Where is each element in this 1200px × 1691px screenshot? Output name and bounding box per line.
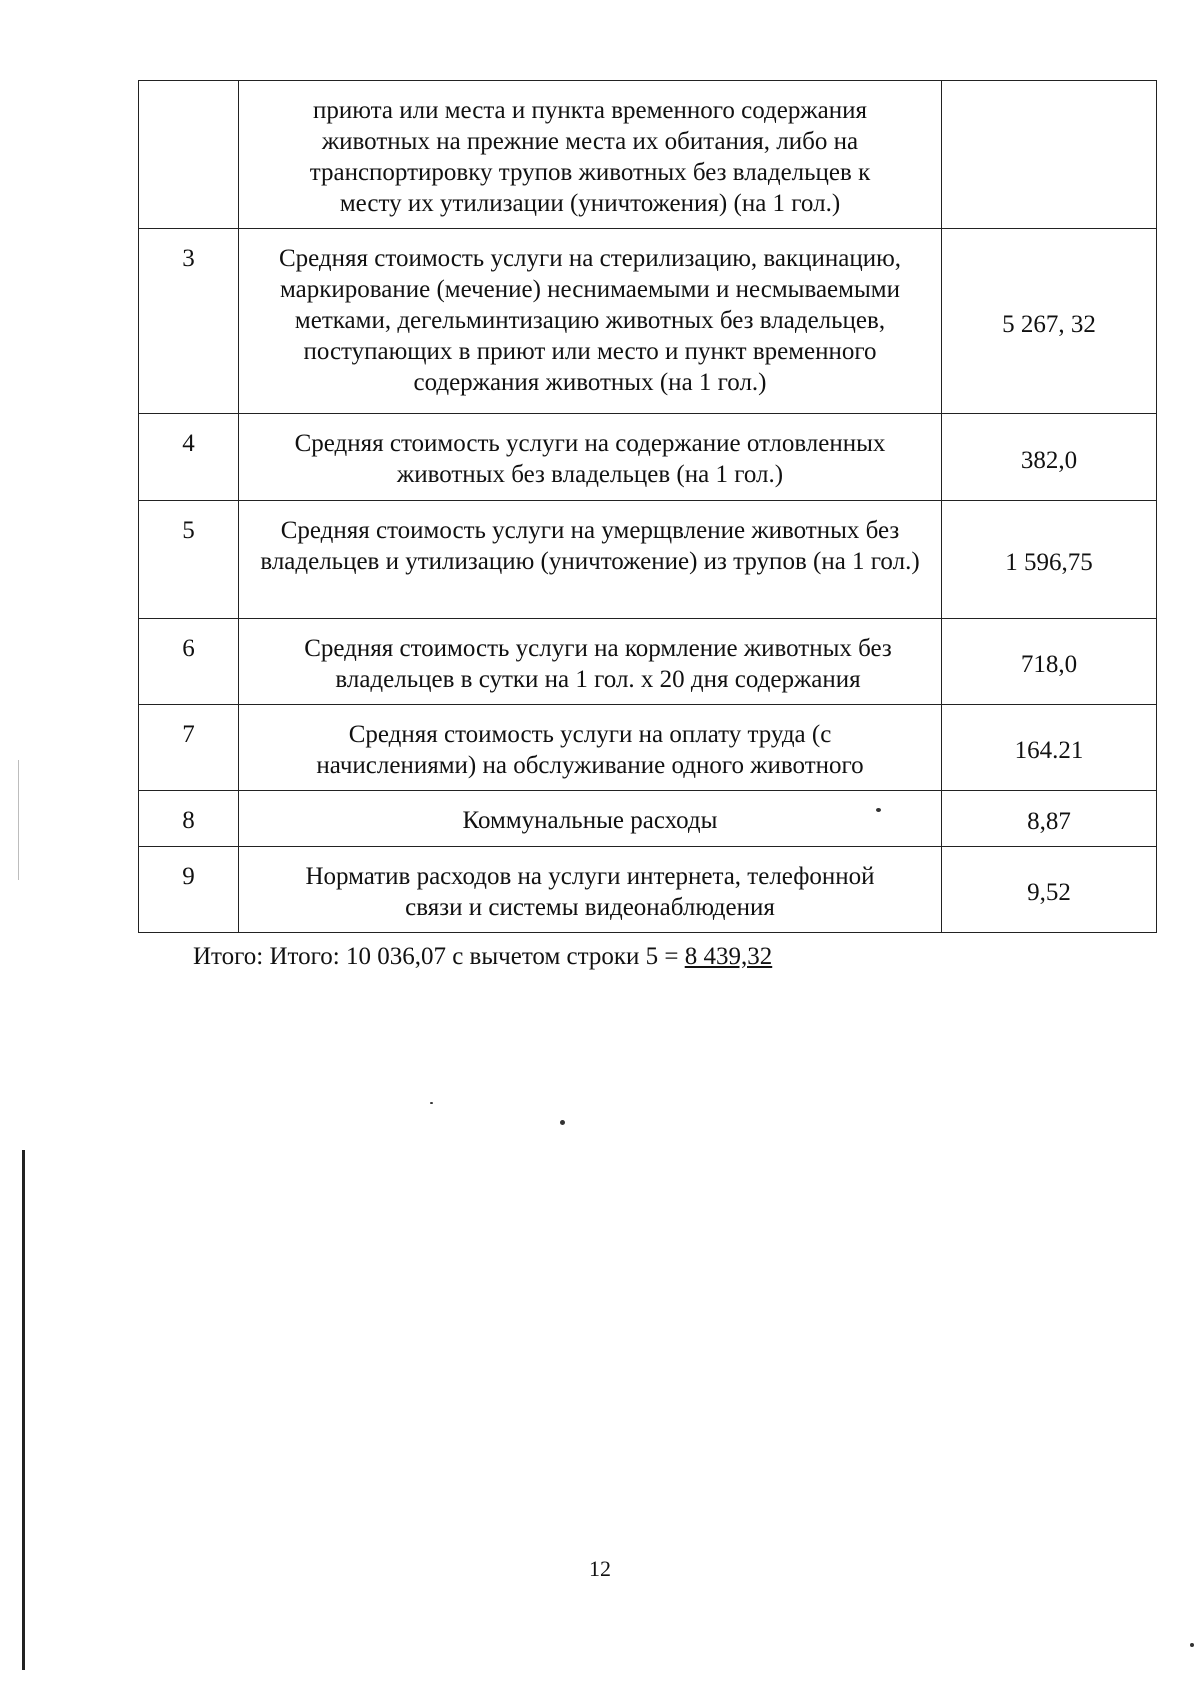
scan-speck — [876, 808, 881, 812]
total-text: Итого: Итого: 10 036,07 с вычетом строки 5 = — [193, 943, 685, 970]
table-row — [139, 705, 1157, 791]
table-row — [139, 414, 1157, 501]
row-description: Средняя стоимость услуги на стерилизацию, вакцинацию, маркирование (мечение) неснимаемыми и несмываемыми метками, дегельминтизацию животных без владельцев, поступающих в приют или место и пункт временного содержания животных (на 1 гол.) — [239, 229, 942, 414]
page-edge-scan-line — [22, 1150, 25, 1670]
scan-speck — [430, 1102, 433, 1104]
row-description: Коммунальные расходы — [239, 791, 942, 847]
table-row — [139, 791, 1157, 847]
row-value: 382,0 — [942, 414, 1157, 501]
total-underlined-value: 8 439,32 — [684, 943, 773, 970]
row-description: приюта или места и пункта временного содержания животных на прежние места их обитания, либо на транспортировку трупов животных без владельцев к месту их утилизации (уничтожения) (на 1 гол.) — [239, 81, 942, 229]
page-edge-faint-line — [18, 760, 19, 880]
total-line — [193, 941, 772, 972]
row-description: Средняя стоимость услуги на умерщвление животных без владельцев и утилизацию (уничтожение) из трупов (на 1 гол.) — [239, 501, 942, 619]
table-row — [139, 229, 1157, 414]
table-row — [139, 501, 1157, 619]
row-value: 5 267, 32 — [942, 229, 1157, 414]
row-number: 5 — [139, 501, 239, 619]
row-description: Средняя стоимость услуги на кормление животных без владельцев в сутки на 1 гол. х 20 дня содержания — [239, 619, 942, 705]
cost-table — [138, 80, 1157, 933]
table-row — [139, 81, 1157, 229]
scan-speck — [560, 1120, 565, 1125]
row-value: 9,52 — [942, 847, 1157, 933]
row-number: 9 — [139, 847, 239, 933]
row-description: Норматив расходов на услуги интернета, телефонной связи и системы видеонаблюдения — [239, 847, 942, 933]
table-row — [139, 847, 1157, 933]
row-value: 1 596,75 — [942, 501, 1157, 619]
row-value: 164.21 — [942, 705, 1157, 791]
row-value — [942, 81, 1157, 229]
row-value: 8,87 — [942, 791, 1157, 847]
row-value: 718,0 — [942, 619, 1157, 705]
row-number: 4 — [139, 414, 239, 501]
row-description: Средняя стоимость услуги на оплату труда (с начислениями) на обслуживание одного животного — [239, 705, 942, 791]
row-number: 6 — [139, 619, 239, 705]
scan-speck — [1190, 1643, 1194, 1647]
table-row — [139, 619, 1157, 705]
row-number — [139, 81, 239, 229]
row-number: 3 — [139, 229, 239, 414]
row-number: 8 — [139, 791, 239, 847]
page-number: 12 — [589, 1556, 611, 1581]
row-number: 7 — [139, 705, 239, 791]
row-description: Средняя стоимость услуги на содержание отловленных животных без владельцев (на 1 гол.) — [239, 414, 942, 501]
